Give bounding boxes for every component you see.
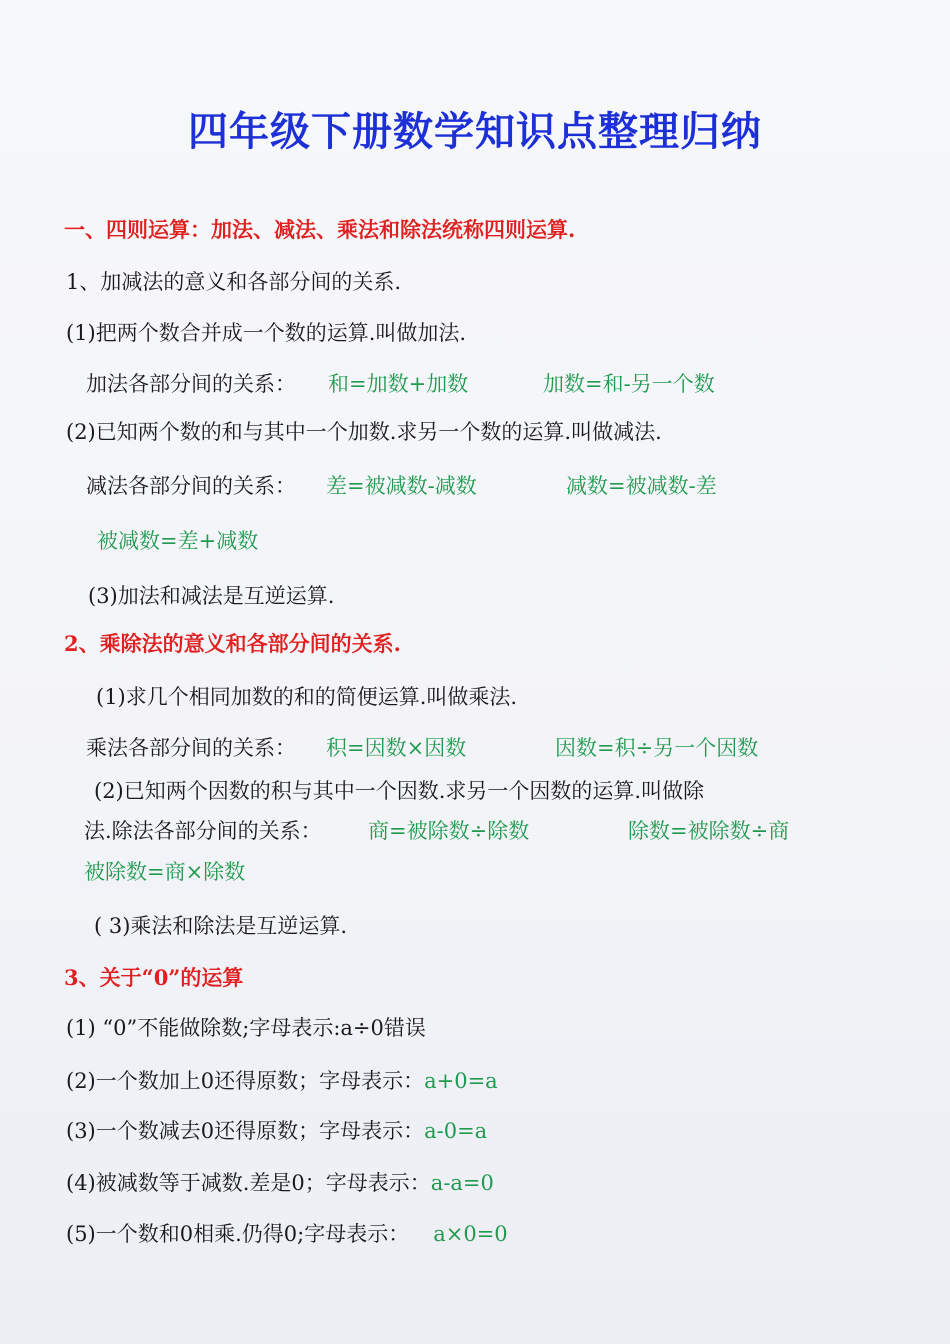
addition-formula-2: 加数=和-另一个数 (543, 372, 715, 396)
addition-relation-label: 加法各部分间的关系： (86, 372, 296, 396)
section-1-subheading: 1、加减法的意义和各部分间的关系. (66, 270, 402, 294)
section-3-heading: 3、关于“0”的运算 (64, 965, 244, 990)
zero-rule-2-formula: a+0=a (424, 1069, 498, 1093)
multiplication-relation-label: 乘法各部分间的关系： (86, 736, 296, 760)
division-formula-3: 被除数=商×除数 (84, 860, 246, 884)
multiplication-definition: (1)求几个相同加数的和的简便运算.叫做乘法. (96, 685, 518, 709)
section-2-heading: 2、乘除法的意义和各部分间的关系. (64, 631, 401, 656)
zero-rule-3-text: (3)一个数减去0还得原数；字母表示： (66, 1119, 425, 1143)
multiplication-formula-2: 因数=积÷另一个因数 (555, 736, 759, 760)
subtraction-formula-1: 差=被减数-减数 (326, 474, 477, 498)
add-sub-inverse-note: (3)加法和减法是互逆运算. (88, 584, 335, 608)
addition-definition: (1)把两个数合并成一个数的运算.叫做加法. (66, 321, 467, 345)
multiplication-formula-1: 积=因数×因数 (326, 736, 467, 760)
subtraction-formula-2: 减数=被减数-差 (566, 474, 717, 498)
division-formula-1: 商=被除数÷除数 (368, 819, 530, 843)
division-formula-2: 除数=被除数÷商 (628, 819, 790, 843)
zero-rule-2 (66, 1065, 498, 1095)
zero-rule-5-text: (5)一个数和0相乘.仍得0;字母表示： (66, 1222, 410, 1246)
zero-rule-1: (1) “0”不能做除数;字母表示:a÷0错误 (66, 1016, 426, 1040)
subtraction-definition: (2)已知两个数的和与其中一个加数.求另一个数的运算.叫做减法. (66, 420, 662, 444)
zero-rule-5-formula: a×0=0 (433, 1222, 508, 1246)
zero-rule-4 (66, 1167, 494, 1197)
zero-rule-2-text: (2)一个数加上0还得原数；字母表示： (66, 1069, 425, 1093)
division-definition-line-1: (2)已知两个因数的积与其中一个因数.求另一个因数的运算.叫做除 (94, 779, 705, 803)
zero-rule-5 (66, 1218, 508, 1248)
zero-rule-4-formula: a-a=0 (430, 1171, 494, 1195)
zero-rule-3 (66, 1115, 487, 1145)
section-1-heading: 一、四则运算：加法、减法、乘法和除法统称四则运算. (64, 217, 576, 242)
zero-rule-4-text: (4)被减数等于减数.差是0；字母表示： (66, 1171, 431, 1195)
zero-rule-3-formula: a-0=a (424, 1119, 488, 1143)
subtraction-formula-3: 被减数=差+减数 (97, 529, 259, 553)
division-definition-line-2: 法.除法各部分间的关系： (84, 819, 322, 843)
subtraction-relation-label: 减法各部分间的关系： (86, 474, 296, 498)
mul-div-inverse-note: ( 3)乘法和除法是互逆运算. (94, 914, 348, 938)
page-title: 四年级下册数学知识点整理归纳 (188, 109, 762, 155)
addition-formula-1: 和=加数+加数 (328, 372, 469, 396)
